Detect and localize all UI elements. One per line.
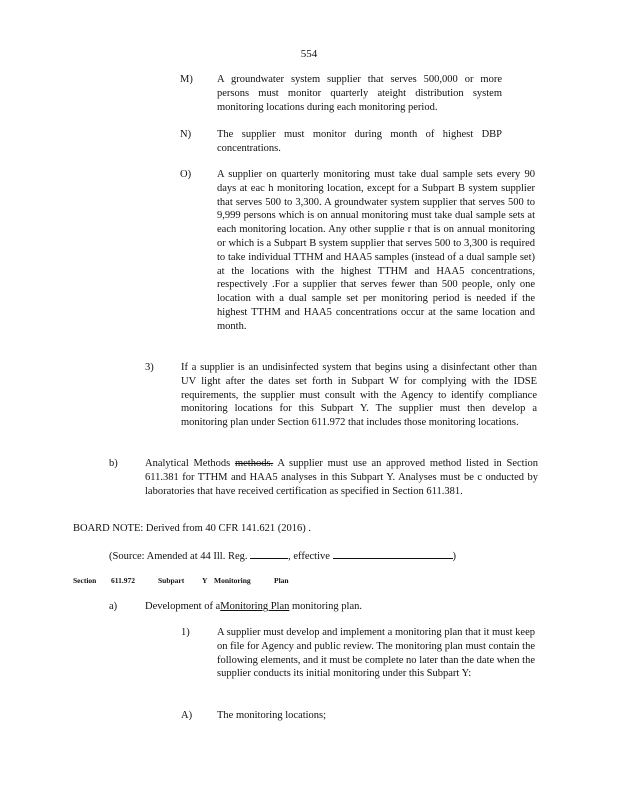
item-b-body: A supplier must use an approved method listed in Section 611.381 for TTHM and HAA5 analyses in this Subpart Y. Analyses must be c onducted by laboratories that have received certification as specified in Section 611.381.	[145, 458, 539, 497]
reg-blank	[250, 548, 288, 559]
board-note: BOARD NOTE: Derived from 40 CFR 141.621 (2016) .	[73, 523, 311, 534]
item-1-label: 1)	[181, 627, 190, 638]
section-title-b: Plan	[274, 576, 289, 585]
source-note	[109, 548, 549, 564]
section-title-a: Monitoring	[214, 576, 251, 585]
source-mid: , effective	[288, 551, 330, 562]
source-lead: (Source: Amended at 44 Ill. Reg.	[109, 551, 248, 562]
section-number: 611.972	[111, 576, 135, 585]
item-cap-a-label: A)	[181, 710, 193, 721]
item-b-text	[145, 457, 538, 498]
item-a-tail: monitoring plan.	[289, 601, 362, 612]
section-label: Section	[73, 576, 97, 585]
subpart-label: Subpart	[158, 576, 185, 585]
item-o-label: O)	[180, 169, 192, 180]
effective-blank	[333, 548, 453, 559]
item-b-label: b)	[109, 458, 118, 469]
item-m-label: M)	[180, 74, 193, 85]
item-1-text: A supplier must develop and implement a monitoring plan that it must keep on file for Agency and public review. The monitoring plan must contain the following elements, and it must be complete no later than the date when the supplier conducts its initial monitoring under this Subpart Y:	[217, 627, 535, 680]
item-cap-a-text: The monitoring locations;	[217, 710, 327, 721]
item-a-lead: Development of a	[145, 601, 221, 612]
item-n-text: The supplier must monitor during month of highest DBP concentrations.	[217, 129, 502, 154]
item-a-underlined: Monitoring Plan	[220, 601, 290, 612]
source-tail: )	[452, 551, 457, 562]
item-o-text: A supplier on quarterly monitoring must take dual sample sets every 90 days at eac h monitoring location, except for a Subpart B system supplier that serves 500 to 3,300. A groundwater system supplier that serves 500 to 9,999 persons which is on annual monitoring must take dual sample sets at each monitoring location. Any other supplie r that is on annual monitoring or which is a Subpart B system supplier that serves 500 to 3,300 is required to take individual TTHM and HAA5 samples (instead of a dual sample set) at the locations with the highest TTHM and HAA5 concentrations, respectively .For a supplier that serves fewer than 500 people, only one location with a dual sample set per monitoring period is needed if the highest TTHM and HAA5 concentrations occur at the same location and month.	[217, 169, 535, 332]
page-number: 554	[300, 48, 318, 60]
item-m-text: A groundwater system supplier that serves 500,000 or more persons must monitor quarterly ateight distribution system monitoring locations during each monitoring period.	[217, 74, 502, 113]
item-b-lead: Analytical Methods	[145, 458, 235, 469]
subpart-letter: Y	[202, 576, 208, 585]
item-n-label: N)	[180, 129, 192, 140]
item-a-label: a)	[109, 601, 118, 612]
item-a-text	[145, 600, 465, 614]
item-3-label: 3)	[145, 362, 154, 373]
item-b-struck: methods.	[234, 458, 274, 469]
item-3-text: If a supplier is an undisinfected system that begins using a disinfectant other than UV light after the dates set forth in Subpart W for complying with the IDSE requirements, the supplier must consult with the Agency to identify compliance monitoring locations for this Subpart Y. The supplier must then develop a monitoring plan under Section 611.972 that includes those monitoring locations.	[181, 362, 537, 429]
